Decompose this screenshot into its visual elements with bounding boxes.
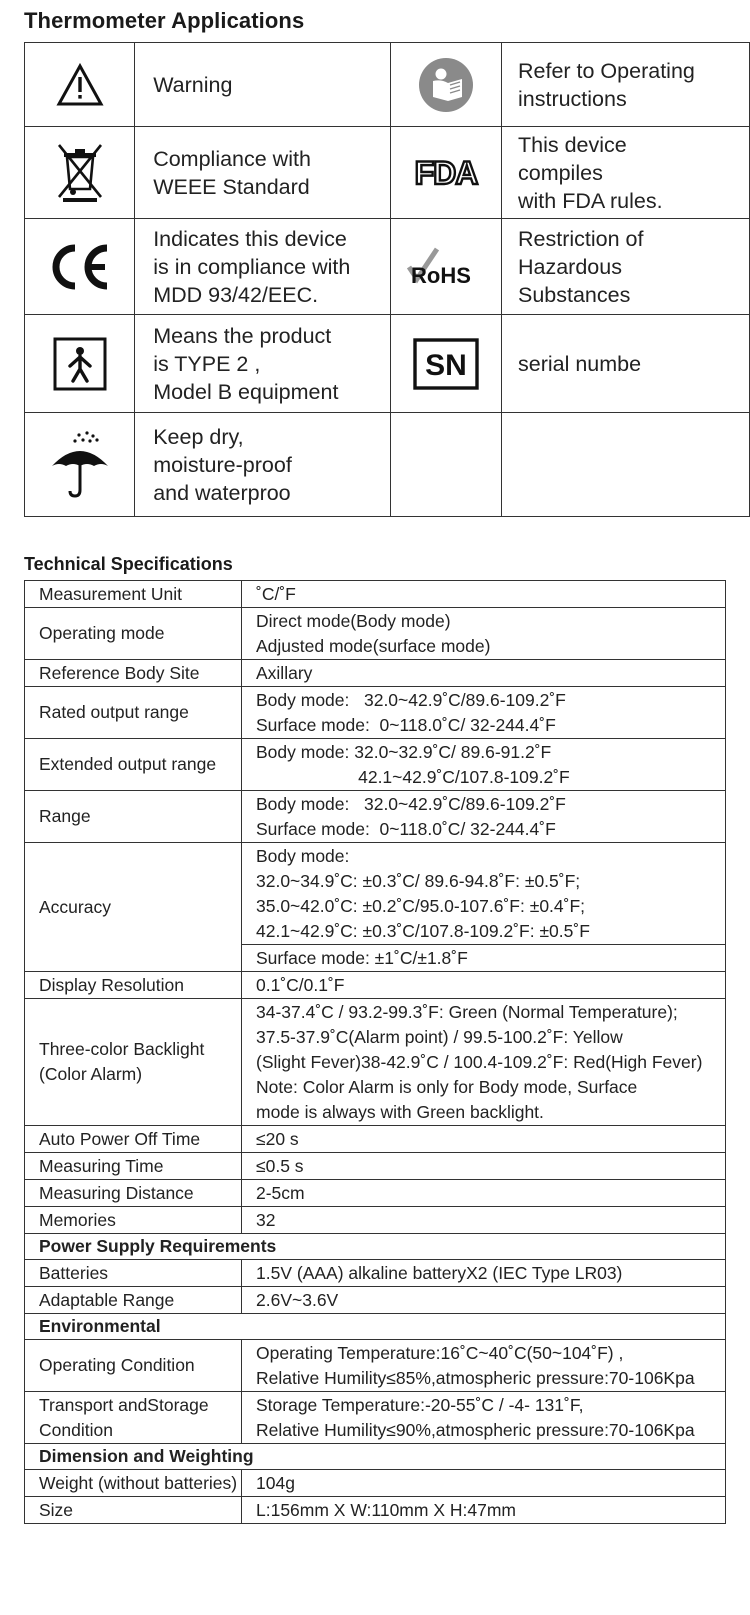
spec-label: Transport andStorage Condition: [25, 1392, 242, 1444]
spec-value-line: mode is always with Green backlight.: [256, 1101, 544, 1122]
applications-title: Thermometer Applications: [24, 8, 305, 33]
application-row: [25, 127, 750, 219]
symbol-description: [135, 413, 391, 517]
spec-value-line: Body mode: 32.0~32.9˚C/ 89.6-91.2˚F: [256, 741, 552, 762]
spec-section-row: [25, 1314, 726, 1340]
spec-label: Size: [25, 1497, 242, 1524]
spec-value-line: 37.5-37.9˚C(Alarm point) / 99.5-100.2˚F: Yellow: [256, 1026, 623, 1047]
spec-value-line: 42.1~42.9˚C/107.8-109.2˚F: [256, 766, 570, 787]
spec-label: Extended output range: [25, 739, 242, 791]
description-line: WEEE Standard: [153, 174, 310, 199]
spec-row: [25, 1207, 726, 1234]
spec-value: [242, 1497, 726, 1524]
spec-value: [242, 1470, 726, 1497]
spec-value-line: 32.0~34.9˚C: ±0.3˚C/ 89.6-94.8˚F: ±0.5˚F;: [256, 870, 581, 891]
spec-row: [25, 1287, 726, 1314]
spec-row: [25, 1392, 726, 1444]
spec-label: Measuring Distance: [25, 1180, 242, 1207]
operating-instructions-icon: [391, 57, 501, 113]
spec-label: Memories: [25, 1207, 242, 1234]
description-line: Hazardous: [517, 254, 622, 279]
spec-value: [242, 660, 726, 687]
specifications-title: Technical Specifications: [24, 554, 233, 574]
spec-value-line: 104g: [256, 1472, 295, 1493]
description-line: MDD 93/42/EEC.: [153, 282, 319, 307]
spec-row: [25, 843, 726, 945]
rohs-logo-icon: [391, 245, 501, 289]
spec-value-line: Axillary: [256, 662, 313, 683]
spec-label: Weight (without batteries): [25, 1470, 242, 1497]
type-b-person-icon: [25, 336, 134, 392]
description-line: This device: [517, 132, 627, 157]
spec-value-line: 35.0~42.0˚C: ±0.2˚C/95.0-107.6˚F: ±0.4˚F;: [256, 895, 586, 916]
spec-row: [25, 660, 726, 687]
spec-label: Accuracy: [25, 843, 242, 972]
svg-text:RoHS: RoHS: [411, 262, 472, 288]
spec-value: [242, 687, 726, 739]
spec-label: Measurement Unit: [25, 581, 242, 608]
spec-label: Operating Condition: [25, 1340, 242, 1392]
spec-value-line: Note: Color Alarm is only for Body mode, Surface: [256, 1076, 638, 1097]
spec-value: [242, 999, 726, 1126]
symbol-description: [135, 127, 391, 219]
symbol-cell: [391, 315, 502, 413]
spec-value-line: L:156mm X W:110mm X H:47mm: [256, 1499, 516, 1520]
spec-value: [242, 1287, 726, 1314]
description-line: Means the product: [153, 323, 332, 348]
spec-row: [25, 1470, 726, 1497]
spec-value: [242, 1260, 726, 1287]
spec-label: Measuring Time: [25, 1153, 242, 1180]
spec-value: [242, 791, 726, 843]
spec-value-line: 34-37.4˚C / 93.2-99.3˚F: Green (Normal Temperature);: [256, 1001, 678, 1022]
spec-value: [242, 945, 726, 972]
spec-value-line: Adjusted mode(surface mode): [256, 635, 491, 656]
spec-value: [242, 608, 726, 660]
symbol-description: [135, 43, 391, 127]
spec-value-line: Direct mode(Body mode): [256, 610, 451, 631]
fda-logo-icon: [391, 153, 501, 193]
spec-label: Batteries: [25, 1260, 242, 1287]
spec-row: [25, 1153, 726, 1180]
symbol-description: [501, 315, 749, 413]
description-line: serial numbe: [517, 351, 642, 376]
description-line: Indicates this device: [153, 226, 347, 251]
spec-row: [25, 791, 726, 843]
spec-value-line: Body mode: 32.0~42.9˚C/89.6-109.2˚F: [256, 689, 566, 710]
spec-value-line: 1.5V (AAA) alkaline batteryX2 (IEC Type LR03): [256, 1262, 623, 1283]
spec-value-line: 32: [256, 1209, 276, 1230]
spec-value-line: Relative Humility≤85%,atmospheric pressure:70-106Kpa: [256, 1367, 695, 1388]
application-row: [25, 219, 750, 315]
description-line: and waterproo: [153, 480, 291, 505]
description-line: compiles: [517, 160, 603, 185]
spec-value: [242, 1392, 726, 1444]
spec-value-line: (Slight Fever)38-42.9˚C / 100.4-109.2˚F: Red(High Fever): [256, 1051, 703, 1072]
spec-label: Display Resolution: [25, 972, 242, 999]
description-line: moisture-proof: [153, 452, 292, 477]
symbol-description: [501, 127, 749, 219]
spec-row: [25, 687, 726, 739]
spec-value-line: Storage Temperature:-20-55˚C / -4- 131˚F,: [256, 1394, 584, 1415]
symbol-description: [501, 43, 749, 127]
spec-label: Rated output range: [25, 687, 242, 739]
spec-value-line: 0.1˚C/0.1˚F: [256, 974, 345, 995]
description-line: instructions: [517, 86, 627, 111]
spec-value: [242, 1340, 726, 1392]
spec-value: [242, 1126, 726, 1153]
description-line: Refer to Operating: [517, 58, 695, 83]
ce-mark-icon: [25, 242, 134, 292]
spec-row: [25, 1260, 726, 1287]
spec-value-line: Surface mode: ±1˚C/±1.8˚F: [256, 947, 468, 968]
description-line: Keep dry,: [153, 424, 244, 449]
spec-label: Reference Body Site: [25, 660, 242, 687]
spec-value-line: Body mode:: [256, 845, 350, 866]
description-line: Compliance with: [153, 146, 311, 171]
spec-value-line: Surface mode: 0~118.0˚C/ 32-244.4˚F: [256, 714, 556, 735]
symbol-cell: [25, 219, 135, 315]
description-line: Restriction of: [517, 226, 644, 251]
symbol-description: [135, 315, 391, 413]
symbol-cell: [25, 43, 135, 127]
spec-section-row: [25, 1234, 726, 1260]
spec-row: [25, 1497, 726, 1524]
symbol-description: [501, 413, 749, 517]
specifications-table: [24, 580, 726, 1524]
spec-value-line: 2-5cm: [256, 1182, 305, 1203]
spec-row: [25, 739, 726, 791]
description-line: is TYPE 2 ,: [153, 351, 261, 376]
symbol-cell: [391, 43, 502, 127]
weee-crossed-bin-icon: [25, 143, 134, 203]
spec-value-line: Body mode: 32.0~42.9˚C/89.6-109.2˚F: [256, 793, 566, 814]
spec-value: [242, 1180, 726, 1207]
spec-value-line: 42.1~42.9˚C: ±0.3˚C/107.8-109.2˚F: ±0.5˚F: [256, 920, 590, 941]
spec-label: Range: [25, 791, 242, 843]
spec-section-heading: Environmental: [25, 1314, 726, 1340]
spec-row: [25, 972, 726, 999]
application-row: [25, 43, 750, 127]
description-line: Warning: [153, 72, 233, 97]
spec-section-row: [25, 1444, 726, 1470]
spec-label: Adaptable Range: [25, 1287, 242, 1314]
spec-row: [25, 1340, 726, 1392]
spec-value-line: ≤20 s: [256, 1128, 299, 1149]
spec-label: Auto Power Off Time: [25, 1126, 242, 1153]
spec-value: [242, 972, 726, 999]
spec-value-line: ˚C/˚F: [256, 583, 296, 604]
spec-value: [242, 843, 726, 945]
symbol-cell: [391, 219, 502, 315]
spec-row: [25, 1126, 726, 1153]
spec-label: Operating mode: [25, 608, 242, 660]
spec-value: [242, 739, 726, 791]
description-line: is in compliance with: [153, 254, 351, 279]
spec-value-line: Surface mode: 0~118.0˚C/ 32-244.4˚F: [256, 818, 556, 839]
symbol-description: [135, 219, 391, 315]
spec-row: [25, 999, 726, 1126]
svg-text:FDA: FDA: [414, 154, 478, 191]
spec-value: [242, 1153, 726, 1180]
description-line: Model B equipment: [153, 379, 339, 404]
symbol-description: [501, 219, 749, 315]
spec-row: [25, 608, 726, 660]
description-line: with FDA rules.: [517, 188, 663, 213]
spec-value: [242, 1207, 726, 1234]
spec-value-line: 2.6V~3.6V: [256, 1289, 339, 1310]
spec-value-line: Operating Temperature:16˚C~40˚C(50~104˚F) ,: [256, 1342, 624, 1363]
application-row: [25, 413, 750, 517]
spec-section-heading: Dimension and Weighting: [25, 1444, 726, 1470]
spec-section-heading: Power Supply Requirements: [25, 1234, 726, 1260]
svg-text:SN: SN: [425, 348, 468, 382]
serial-number-sn-icon: [391, 337, 501, 391]
symbol-cell: [391, 413, 502, 517]
spec-value-line: Relative Humility≤90%,atmospheric pressure:70-106Kpa: [256, 1419, 695, 1440]
symbol-cell: [25, 315, 135, 413]
symbol-cell: [391, 127, 502, 219]
spec-value-line: ≤0.5 s: [256, 1155, 304, 1176]
symbol-cell: [25, 127, 135, 219]
spec-row: [25, 581, 726, 608]
application-row: [25, 315, 750, 413]
description-line: Substances: [517, 282, 631, 307]
spec-label: Three-color Backlight (Color Alarm): [25, 999, 242, 1126]
keep-dry-umbrella-icon: [25, 430, 134, 500]
spec-row: [25, 1180, 726, 1207]
symbol-cell: [25, 413, 135, 517]
spec-value: [242, 581, 726, 608]
warning-triangle-icon: [25, 63, 134, 107]
applications-table: [24, 42, 750, 517]
